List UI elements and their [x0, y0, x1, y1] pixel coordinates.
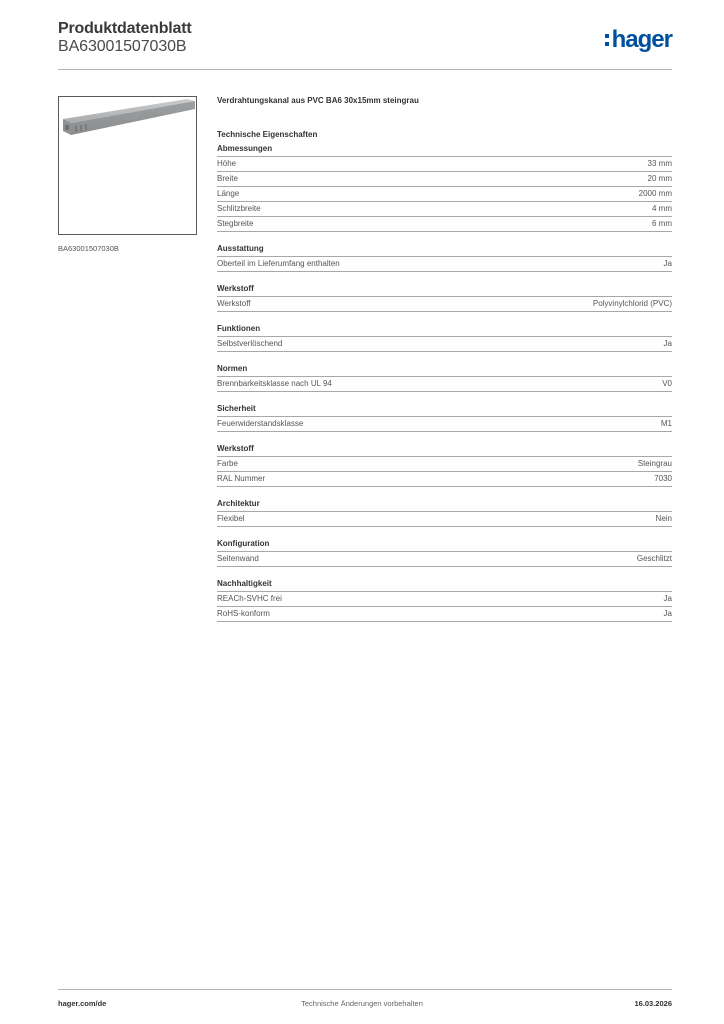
- property-row: [217, 202, 672, 217]
- property-row: [217, 377, 672, 392]
- tech-heading: Technische Eigenschaften: [217, 130, 318, 139]
- property-label: Seitenwand: [217, 554, 259, 563]
- property-section: [217, 284, 672, 312]
- property-section: [217, 539, 672, 567]
- property-section: [217, 404, 672, 432]
- logo-text: hager: [611, 26, 672, 53]
- section-title: Normen: [217, 364, 672, 377]
- hager-logo: [605, 27, 672, 53]
- property-label: Höhe: [217, 159, 237, 168]
- property-value: 2000 mm: [638, 189, 672, 198]
- property-row: [217, 157, 672, 172]
- property-label: Feuerwiderstandsklasse: [217, 419, 304, 428]
- property-label: Brennbarkeitsklasse nach UL 94: [217, 379, 332, 388]
- property-label: Stegbreite: [217, 219, 254, 228]
- property-value: 33 mm: [647, 159, 672, 168]
- property-value: 4 mm: [652, 204, 672, 213]
- property-section: [217, 444, 672, 487]
- logo-dots-icon: [605, 34, 609, 46]
- section-title: Sicherheit: [217, 404, 672, 417]
- property-value: Ja: [663, 259, 672, 268]
- property-row: [217, 512, 672, 527]
- property-label: RoHS-konform: [217, 609, 270, 618]
- property-value: Ja: [663, 609, 672, 618]
- property-label: Schlitzbreite: [217, 204, 261, 213]
- section-title: Funktionen: [217, 324, 672, 337]
- property-value: Polyvinylchlorid (PVC): [592, 299, 672, 308]
- property-section: [217, 579, 672, 622]
- cable-duct-illustration: [59, 97, 196, 234]
- section-title: Abmessungen: [217, 144, 672, 157]
- product-name: Verdrahtungskanal aus PVC BA6 30x15mm steingrau: [217, 96, 419, 105]
- property-value: Ja: [663, 339, 672, 348]
- property-row: [217, 187, 672, 202]
- footer-divider: [58, 989, 672, 990]
- property-section: [217, 499, 672, 527]
- section-title: Ausstattung: [217, 244, 672, 257]
- property-row: [217, 607, 672, 622]
- property-section: [217, 324, 672, 352]
- property-section: [217, 364, 672, 392]
- property-row: [217, 457, 672, 472]
- property-row: [217, 217, 672, 232]
- property-label: Länge: [217, 189, 240, 198]
- header-divider: [58, 69, 672, 70]
- property-label: Farbe: [217, 459, 238, 468]
- section-title: Nachhaltigkeit: [217, 579, 672, 592]
- page-header: [58, 20, 672, 68]
- section-title: Werkstoff: [217, 444, 672, 457]
- image-caption: BA63001507030B: [58, 244, 119, 253]
- property-row: [217, 257, 672, 272]
- property-label: Oberteil im Lieferumfang enthalten: [217, 259, 340, 268]
- property-row: [217, 592, 672, 607]
- property-value: Geschlitzt: [636, 554, 672, 563]
- article-number: BA63001507030B: [58, 38, 187, 55]
- property-value: Ja: [663, 594, 672, 603]
- property-value: M1: [660, 419, 672, 428]
- property-label: RAL Nummer: [217, 474, 266, 483]
- property-value: 7030: [654, 474, 672, 483]
- property-label: REACh-SVHC frei: [217, 594, 282, 603]
- property-section: [217, 244, 672, 272]
- page-title: Produktdatenblatt: [58, 20, 192, 37]
- property-value: Nein: [655, 514, 672, 523]
- properties-list: [217, 144, 672, 622]
- section-title: Werkstoff: [217, 284, 672, 297]
- property-value: 20 mm: [647, 174, 672, 183]
- property-value: V0: [662, 379, 672, 388]
- section-title: Architektur: [217, 499, 672, 512]
- product-image: [58, 96, 197, 235]
- property-value: 6 mm: [652, 219, 672, 228]
- property-row: [217, 417, 672, 432]
- property-row: [217, 297, 672, 312]
- footer-date: 16.03.2026: [634, 999, 672, 1008]
- property-value: Steingrau: [637, 459, 672, 468]
- property-row: [217, 472, 672, 487]
- section-title: Konfiguration: [217, 539, 672, 552]
- footer-notice: Technische Änderungen vorbehalten: [301, 999, 423, 1008]
- property-section: [217, 144, 672, 232]
- property-label: Werkstoff: [217, 299, 251, 308]
- property-row: [217, 337, 672, 352]
- property-label: Selbstverlöschend: [217, 339, 283, 348]
- product-details: [217, 96, 672, 622]
- footer-website[interactable]: hager.com/de: [58, 999, 107, 1008]
- property-row: [217, 172, 672, 187]
- property-label: Flexibel: [217, 514, 245, 523]
- property-label: Breite: [217, 174, 238, 183]
- property-row: [217, 552, 672, 567]
